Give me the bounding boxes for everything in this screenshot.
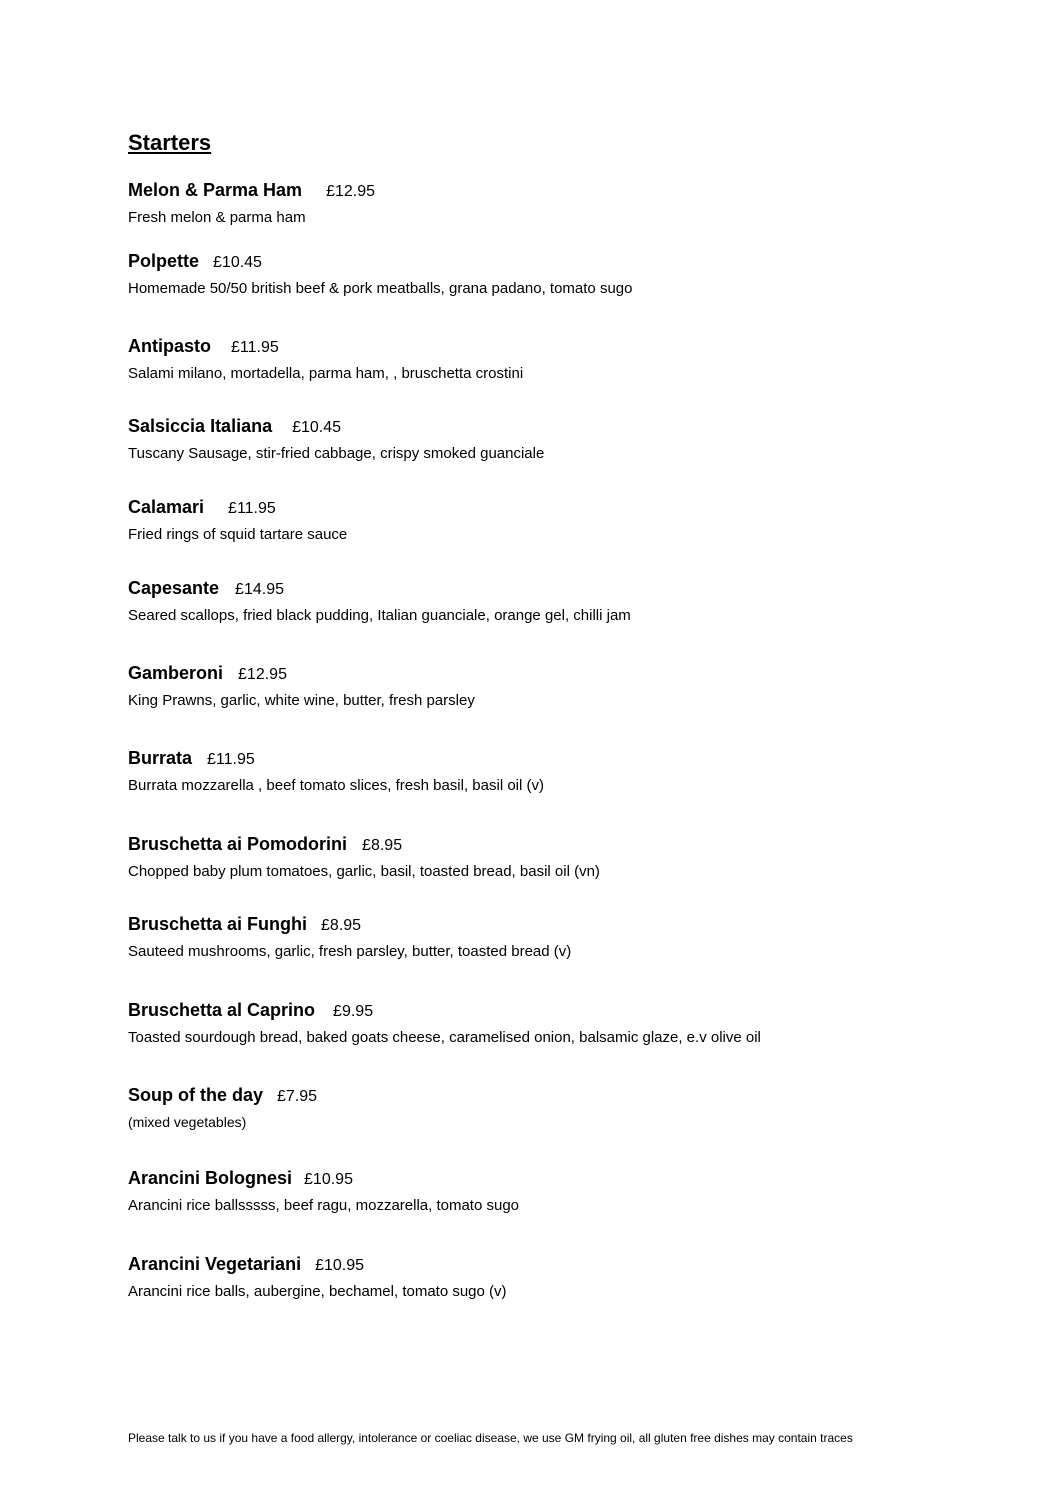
item-price: £9.95 — [333, 1003, 374, 1020]
item-price: £10.95 — [315, 1257, 365, 1274]
menu-item — [128, 748, 1008, 794]
menu-item — [128, 180, 1008, 226]
item-description: (mixed vegetables) — [128, 1114, 247, 1130]
item-description: Arancini rice ballsssss, beef ragu, mozzarella, tomato sugo — [128, 1197, 520, 1214]
menu-item — [128, 336, 1008, 382]
allergy-note: Please talk to us if you have a food allergy, intolerance or coeliac disease, we use GM frying oil, all gluten free dishes may contain traces — [128, 1431, 853, 1445]
item-name: Arancini Bolognesi — [128, 1168, 293, 1188]
item-price: £10.45 — [292, 419, 342, 436]
item-name: Capesante — [128, 578, 220, 598]
item-description: Burrata mozzarella , beef tomato slices, fresh basil, basil oil (v) — [128, 777, 544, 794]
item-price: £11.95 — [207, 751, 255, 768]
menu-item — [128, 1254, 1008, 1300]
item-name: Bruschetta al Caprino — [128, 1000, 316, 1020]
item-description: Salami milano, mortadella, parma ham, , bruschetta crostini — [128, 365, 524, 382]
menu-item — [128, 251, 1008, 297]
item-name: Arancini Vegetariani — [128, 1254, 302, 1274]
menu-item — [128, 1000, 1008, 1046]
item-name: Bruschetta ai Pomodorini — [128, 834, 348, 854]
item-name: Calamari — [128, 497, 205, 517]
item-description: Homemade 50/50 british beef & pork meatballs, grana padano, tomato sugo — [128, 280, 633, 297]
item-price: £10.95 — [304, 1171, 353, 1188]
item-price: £11.95 — [228, 500, 276, 517]
item-description: Sauteed mushrooms, garlic, fresh parsley, butter, toasted bread (v) — [128, 943, 572, 960]
item-description: Toasted sourdough bread, baked goats cheese, caramelised onion, balsamic glaze, e.v olive oil — [128, 1029, 761, 1046]
item-description: King Prawns, garlic, white wine, butter, fresh parsley — [128, 692, 475, 709]
menu-item — [128, 914, 1008, 960]
item-name: Melon & Parma Ham — [128, 180, 303, 200]
menu-item — [128, 834, 1008, 880]
item-price: £7.95 — [277, 1088, 318, 1105]
item-price: £12.95 — [326, 183, 375, 200]
item-description: Fresh melon & parma ham — [128, 209, 306, 226]
item-name: Soup of the day — [128, 1085, 263, 1105]
item-price: £8.95 — [321, 917, 362, 934]
item-price: £10.45 — [213, 254, 262, 271]
item-price: £8.95 — [362, 837, 403, 854]
item-price: £11.95 — [231, 339, 279, 356]
menu-item — [128, 578, 1008, 624]
menu-item — [128, 416, 1008, 462]
item-name: Bruschetta ai Funghi — [128, 914, 308, 934]
item-price: £14.95 — [235, 581, 284, 598]
item-name: Antipasto — [128, 336, 211, 356]
item-description: Tuscany Sausage, stir-fried cabbage, crispy smoked guanciale — [128, 445, 545, 462]
menu-item — [128, 663, 1008, 709]
item-price: £12.95 — [238, 666, 287, 683]
item-description: Seared scallops, fried black pudding, Italian guanciale, orange gel, chilli jam — [128, 607, 631, 624]
item-name: Gamberoni — [128, 663, 224, 683]
item-name: Polpette — [128, 251, 200, 271]
item-description: Fried rings of squid tartare sauce — [128, 526, 348, 543]
menu-item — [128, 497, 1008, 543]
section-title: Starters — [128, 130, 212, 155]
menu-item — [128, 1168, 1008, 1214]
item-description: Chopped baby plum tomatoes, garlic, basil, toasted bread, basil oil (vn) — [128, 863, 600, 880]
item-description: Arancini rice balls, aubergine, bechamel, tomato sugo (v) — [128, 1283, 507, 1300]
item-name: Burrata — [128, 748, 193, 768]
menu-item — [128, 1085, 1008, 1130]
item-name: Salsiccia Italiana — [128, 416, 273, 436]
